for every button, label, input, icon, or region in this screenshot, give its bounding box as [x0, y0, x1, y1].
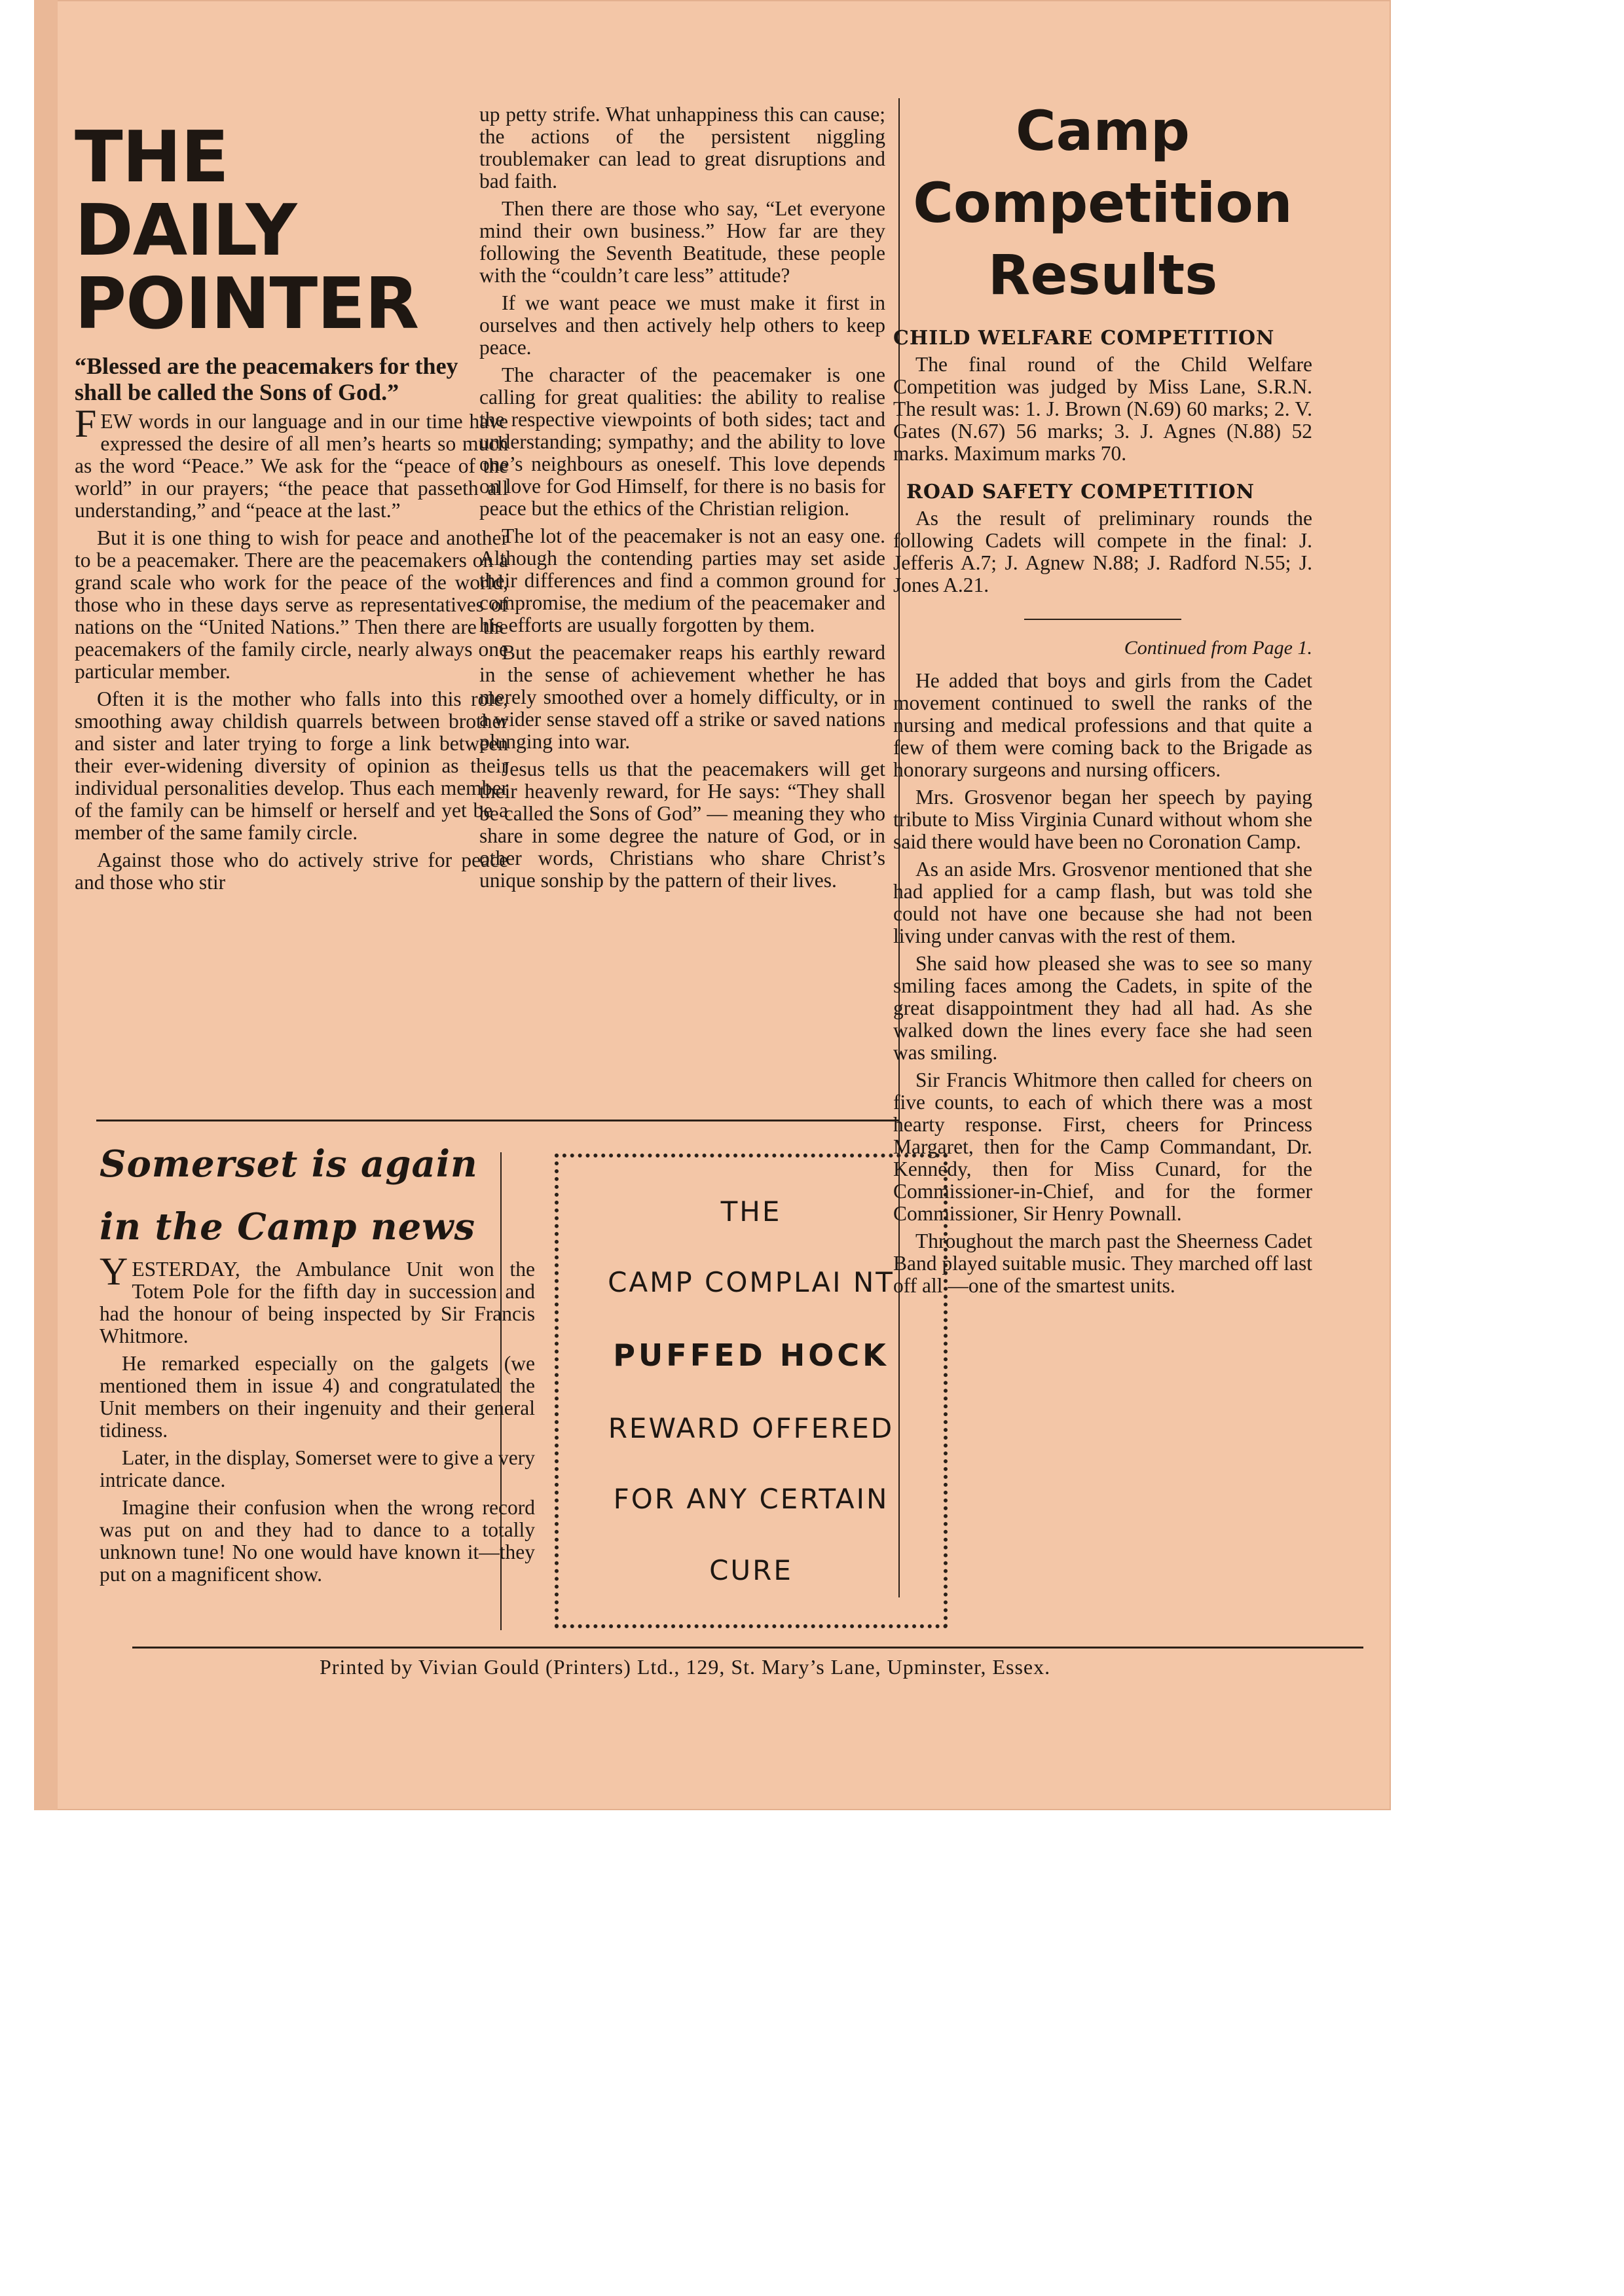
report-paragraph: She said how pleased she was to see so many smiling faces among the Cadets, in spite of the great disappointment they had all had. As she walked down the lines every face she had seen was smiling. — [893, 952, 1312, 1064]
somerset-paragraph: Later, in the display, Somerset were to give a very intricate dance. — [100, 1446, 535, 1491]
report-paragraph: Sir Francis Whitmore then called for cheers on five counts, to each of which there was a most hearty response. First, cheers for Princess Margaret, then for the Camp Commandant, Dr. Kennedy, then for Miss Cunard, for the Commissioner-in-Chief, and for the former Commissioner, Sir Henry Pownall. — [893, 1068, 1312, 1225]
camp-complaint-advert — [555, 1154, 948, 1628]
printer-imprint: Printed by Vivian Gould (Printers) Ltd., 129, St. Mary’s Lane, Upminster, Essex. — [320, 1655, 1051, 1679]
beatitude-quote: “Blessed are the peacemakers for they shall be called the Sons of God.” — [75, 353, 458, 405]
child-welfare-heading: CHILD WELFARE COMPETITION — [893, 327, 1275, 350]
section-rule — [96, 1120, 898, 1121]
footer-rule — [132, 1647, 1363, 1649]
pointer-paragraph: up petty strife. What unhappiness this can cause; the actions of the persistent niggling troublemaker can lead to great disruptions and bad faith. — [479, 103, 885, 192]
pointer-paragraph: Against those who do actively strive for peace and those who stir — [75, 848, 508, 894]
somerset-headline — [100, 1133, 535, 1258]
results-title-line: Competition — [913, 171, 1293, 235]
pointer-paragraph: Often it is the mother who falls into this role, smoothing away childish quarrels between brother and sister and later trying to forge a link between their ever-widening diversity of opinion as their individual personalities develop. Thus each member of the family can be himself or herself and yet be a member of the same family circle. — [75, 687, 508, 844]
advert-line: FOR ANY CERTAIN — [613, 1483, 889, 1516]
report-paragraph: He added that boys and girls from the Cadet movement continued to swell the ranks of the nursing and medical professions and that quite a few of them were coming back to the Brigade as honorary surgeons and nursing officers. — [893, 669, 1312, 781]
somerset-paragraph: He remarked especially on the galgets (we mentioned them in issue 4) and congratulated the Unit members on their ingenuity and their general tidiness. — [100, 1352, 535, 1442]
advert-line: CAMP COMPLAI NT — [608, 1266, 895, 1299]
somerset-headline-line: Somerset is again — [100, 1142, 478, 1186]
page-fold-edge — [34, 0, 58, 1810]
divider — [1024, 619, 1181, 620]
somerset-paragraph: YESTERDAY, the Ambulance Unit won the Totem Pole for the fifth day in succession and had the honour of being inspected by Sir Francis Whitmore. — [100, 1250, 535, 1347]
pointer-paragraph: The character of the peacemaker is one calling for great qualities: the ability to realise the respective viewpoints of both sides; tact and understanding; sympathy; and the ability to love one’s neighbours as oneself. This love depends on love for God Himself, for there is no basis for peace but the ethics of the Christian religion. — [479, 363, 885, 520]
camp-results-column — [893, 95, 1312, 1302]
results-title-line: Results — [987, 243, 1218, 307]
advert-line: REWARD OFFERED — [608, 1412, 895, 1444]
advert-line: CURE — [709, 1554, 793, 1587]
masthead — [75, 117, 508, 345]
pointer-paragraph: FEW words in our language and in our time have expressed the desire of all men’s hearts so much as the word “Peace.” We ask for the “peace of the world” in our prayers; “the peace that passeth all understanding,” and “peace at the last.” — [75, 402, 508, 522]
masthead-line-3: POINTER — [75, 263, 419, 345]
report-paragraph: As an aside Mrs. Grosvenor mentioned that she had applied for a camp flash, but was told she could not have one because she had not been living under canvas with the rest of them. — [893, 858, 1312, 947]
daily-pointer-column-2 — [479, 103, 885, 897]
drop-cap: F — [75, 402, 97, 445]
report-paragraph: Mrs. Grosvenor began her speech by paying tribute to Miss Virginia Cunard without whom she said there would have been no Coronation Camp. — [893, 786, 1312, 853]
pointer-paragraph: Jesus tells us that the peacemakers will get their heavenly reward, for He says: “They shall be called the Sons of God” — meaning they who share in some degree the nature of God, or in other words, Christians who share Christ’s unique sonship by the pattern of their lives. — [479, 757, 885, 892]
pointer-paragraph: The lot of the peacemaker is not an easy one. Although the contending parties may set aside their differences and find a common ground for compromise, the medium of the peacemaker and his efforts are usually forgotten by them. — [479, 524, 885, 636]
advert-line: THE — [720, 1195, 782, 1228]
drop-cap: Y — [100, 1250, 128, 1293]
report-paragraph: Throughout the march past the Sheerness Cadet Band played suitable music. They marched off last off all —one of the smartest units. — [893, 1230, 1312, 1297]
newspaper-page — [34, 0, 1391, 1810]
advert-line: PUFFED HOCK — [613, 1338, 889, 1374]
somerset-headline-line: in the Camp news — [100, 1205, 476, 1248]
road-safety-heading: ROAD SAFETY COMPETITION — [906, 481, 1255, 503]
pointer-paragraph: But it is one thing to wish for peace and another to be a peacemaker. There are the peacemakers on a grand scale who work for the peace of the world, those who in these days serve as representatives of nations on the “United Nations.” Then there are the peacemakers of the family circle, nearly always one particular member. — [75, 526, 508, 683]
pointer-paragraph: But the peacemaker reaps his earthly reward in the sense of achievement whether he has merely smoothed over a homely difficulty, or in a wider sense staved off a strike or saved nations plunging into war. — [479, 641, 885, 753]
somerset-paragraph: Imagine their confusion when the wrong record was put on and they had to dance to a totally unknown tune! No one would have known it—they put on a magnificent show. — [100, 1496, 535, 1586]
daily-pointer-column — [75, 117, 508, 899]
somerset-article — [100, 1133, 535, 1591]
results-title-line: Camp — [1016, 99, 1190, 163]
results-title — [893, 95, 1312, 311]
pointer-paragraph: Then there are those who say, “Let everyone mind their own business.” How far are they following the Seventh Beatitude, these people with the “couldn’t care less” attitude? — [479, 197, 885, 287]
child-welfare-text: The final round of the Child Welfare Competition was judged by Miss Lane, S.R.N. The result was: 1. J. Brown (N.69) 60 marks; 2. V. Gates (N.67) 56 marks; 3. J. Agnes (N.88) 52 marks. Maximum marks 70. — [893, 353, 1312, 465]
continued-from-line: Continued from Page 1. — [1124, 637, 1312, 659]
pointer-paragraph: If we want peace we must make it first in ourselves and then actively help others to keep peace. — [479, 291, 885, 359]
masthead-line-1: THE — [75, 117, 229, 198]
masthead-line-2: DAILY — [75, 190, 297, 272]
road-safety-text: As the result of preliminary rounds the following Cadets will compete in the final: J. Jefferis A.7; J. Agnew N.88; J. Radford N.55; J. Jones A.21. — [893, 507, 1312, 596]
